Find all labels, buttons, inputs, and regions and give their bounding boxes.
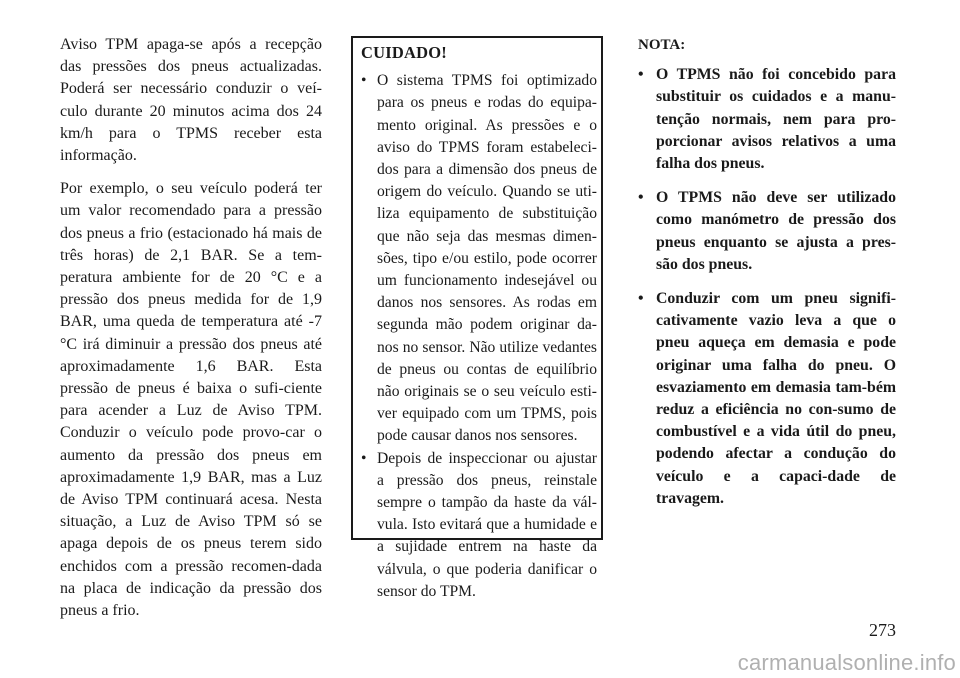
caution-item: [361, 70, 597, 447]
note-item-text: O TPMS não deve ser utilizado como manómetro de pressão dos pneus enquanto se ajusta a pres-são dos pneus.: [656, 189, 896, 273]
note-item-text: Conduzir com um pneu signifi-cativamente vazio leva a que o pneu aqueça em demasia e pode originar uma falha do pneu. O esvaziamento em demasia tam-bém reduz a eficiência no con-sumo de combustível e a vida útil do pneu, podendo afectar a condução do veículo e a capaci-dade de travagem.: [656, 290, 896, 507]
bullet-icon: •: [638, 189, 644, 207]
caution-item: [361, 448, 597, 603]
paragraph-example: Por exemplo, o seu veículo poderá ter um valor recomendado para a pressão dos pneus a frio (estacionado há mais de três horas) de 2,1 BAR. Se a tem-peratura ambiente for de 20 °C e a pressão dos pneus medida for de 1,9 BAR, uma queda de temperatura até -7 °C irá diminuir a pressão dos pneus até aproximadamente 1,6 BAR. Esta pressão de pneus é baixa o sufi-ciente para acender a Luz de Aviso TPM. Conduzir o veículo pode provo-car o aumento da pressão dos pneus em aproximadamente 1,9 BAR, mas a Luz de Aviso TPM continuará acesa. Nesta situação, a Luz de Aviso TPM só se apaga depois de os pneus terem sido enchidos com a pressão recomen-dada na placa de indicação da pressão dos pneus a frio.: [60, 180, 322, 620]
note-item: [638, 64, 896, 175]
note-item-text: O TPMS não foi concebido para substituir os cuidados e a manu-tenção normais, nem para pro-porcionar avisos relativos a uma falha dos pneus.: [656, 66, 896, 173]
caution-box: [351, 36, 603, 600]
note-column: [638, 34, 896, 522]
watermark: carmanualsonline.info: [737, 650, 956, 675]
caution-item-text: Depois de inspeccionar ou ajustar a pressão dos pneus, reinstale sempre o tampão da haste da vál-vula. Isto evitará que a humidade e a sujidade entrem na haste da válvula, o que poderia danificar o sensor do TPM.: [377, 449, 597, 600]
bullet-icon: •: [361, 449, 367, 467]
bullet-icon: •: [638, 66, 644, 84]
bullet-icon: •: [638, 290, 644, 308]
paragraph-tpm-light-off: Aviso TPM apaga-se após a recepção das pressões dos pneus actualizadas. Poderá ser necessário conduzir o veí-culo durante 20 minutos acima dos 24 km/h para o TPMS receber esta informação.: [60, 36, 322, 165]
note-item: [638, 288, 896, 510]
left-text-column: [60, 34, 322, 633]
bullet-icon: •: [361, 72, 367, 90]
note-title: NOTA:: [638, 37, 686, 53]
note-list: [638, 64, 896, 510]
note-item: [638, 187, 896, 276]
page-number: 273: [869, 620, 896, 640]
caution-item-text: O sistema TPMS foi optimizado para os pneus e rodas do equipa-mento original. As pressões e o aviso do TPMS foram estabeleci-dos para a dimensão dos pneus de origem do veículo. Quando se uti-liza equipamento de substituição que não seja das mesmas dimen-sões, tipo e/ou estilo, pode ocorrer um funcionamento indesejável ou danos nos sensores. As rodas em segunda mão podem originar da-nos no sensor. Não utilize vedantes de pneus ou contas de equilíbrio não originais se o seu veículo esti-ver equipado com um TPMS, pois pode causar danos nos sensores.: [377, 72, 597, 445]
caution-list: [361, 70, 597, 603]
caution-title: CUIDADO!: [361, 43, 447, 62]
